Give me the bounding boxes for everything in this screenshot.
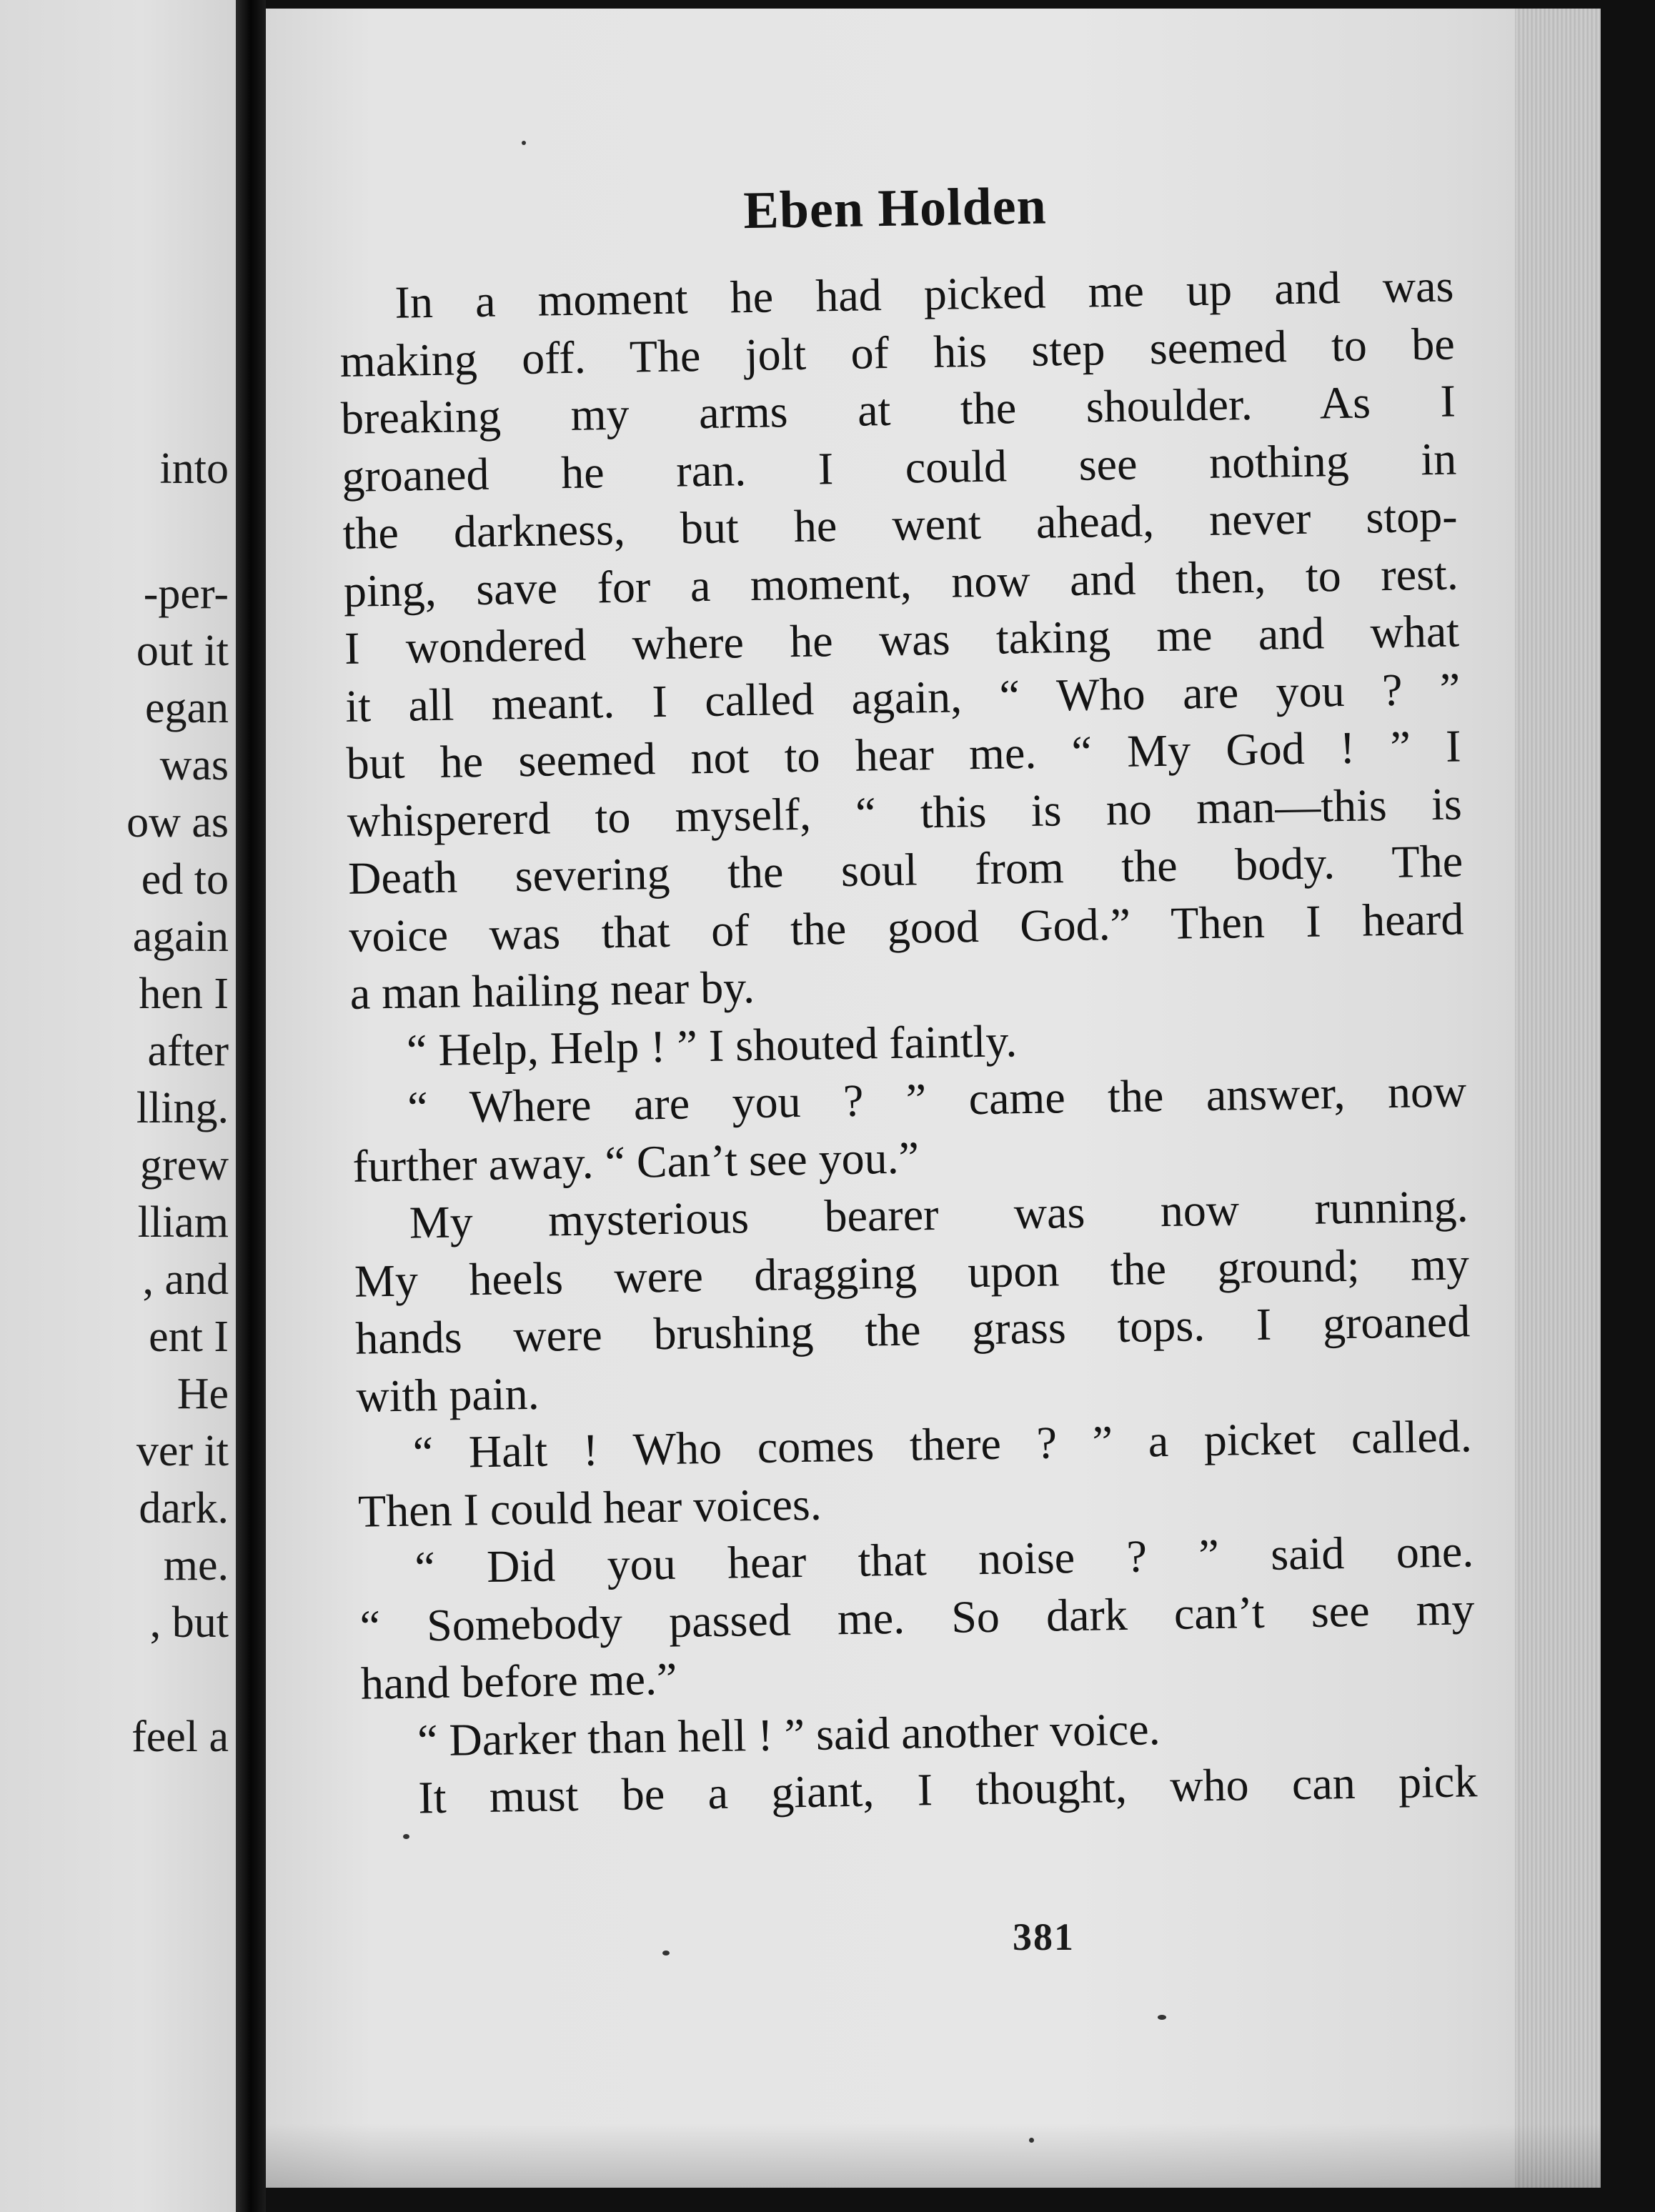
text-line: “ Halt ! Who comes there ? ” a picket called.	[412, 1410, 1473, 1478]
book-page	[266, 9, 1601, 2188]
left-page-text: , but	[149, 1598, 229, 1647]
text-line: voice was that of the good God.” Then I heard	[348, 892, 1464, 962]
previous-page-fragment	[0, 0, 236, 2212]
text-line: groaned he ran. I could see nothing in	[341, 432, 1457, 502]
left-page-text: feel a	[131, 1713, 229, 1761]
left-page-text: hen I	[139, 970, 229, 1018]
left-page-text: -per-	[143, 569, 229, 618]
left-page-text: after	[147, 1027, 229, 1075]
left-page-text: ed to	[141, 855, 229, 904]
text-line: a man hailing near by.	[349, 961, 755, 1019]
page-number: 381	[1013, 1915, 1075, 1958]
left-page-text: grew	[140, 1141, 229, 1190]
left-page-text: dark.	[139, 1484, 229, 1533]
text-line: the darkness, but he went ahead, never stop-	[342, 490, 1458, 559]
text-line: with pain.	[356, 1367, 540, 1422]
left-page-text: ver it	[136, 1427, 229, 1475]
text-line: further away. “ Can’t see you.”	[352, 1131, 920, 1192]
page-bottom-shadow	[266, 2123, 1601, 2188]
left-page-text: ow as	[126, 798, 229, 847]
text-line: hands were brushing the grass tops. I groaned	[354, 1295, 1471, 1364]
left-page-text: again	[132, 912, 229, 961]
text-line: breaking my arms at the shoulder. As I	[340, 375, 1456, 444]
text-line: but he seemed not to hear me. “ My God ! ” I	[346, 720, 1462, 789]
text-line: In a moment he had picked me up and was	[394, 260, 1454, 328]
page-edges	[1515, 9, 1601, 2188]
text-line: It must be a giant, I thought, who can pick	[417, 1755, 1478, 1823]
text-line: “ Darker than hell ! ” said another voice.	[417, 1703, 1161, 1766]
text-line: hand before me.”	[360, 1653, 677, 1709]
text-line: “ Where are you ? ” came the answer, now	[407, 1065, 1467, 1133]
text-line: it all meant. I called again, “ Who are you ? ”	[344, 662, 1461, 732]
dust-speck	[1029, 2138, 1034, 2143]
text-line: Death severing the soul from the body. The	[347, 835, 1463, 904]
text-line: whispererd to myself, “ this is no man—this is	[347, 777, 1463, 847]
text-line: My heels were dragging upon the ground; my	[354, 1237, 1470, 1307]
left-page-text: was	[159, 741, 229, 789]
left-page-text: out it	[136, 627, 229, 675]
body-text	[339, 257, 1478, 1828]
dust-speck	[403, 1834, 409, 1839]
text-line: My mysterious bearer was now running.	[409, 1180, 1469, 1248]
left-page-text: me.	[163, 1541, 229, 1590]
dust-speck	[522, 141, 526, 145]
left-page-text: He	[177, 1370, 229, 1418]
dust-speck	[1158, 2015, 1166, 2020]
running-head: Eben Holden	[742, 176, 1048, 241]
text-line: “ Did you hear that noise ? ” said one.	[414, 1525, 1474, 1593]
text-line: Then I could hear voices.	[357, 1478, 822, 1537]
text-line: I wondered where he was taking me and what	[344, 605, 1460, 674]
dust-speck	[662, 1951, 670, 1956]
text-line: making off. The jolt of his step seemed to be	[339, 317, 1456, 387]
left-page-text: , and	[142, 1255, 229, 1304]
book-gutter	[236, 0, 266, 2212]
left-page-text: ent I	[149, 1312, 229, 1361]
left-page-text: egan	[144, 684, 229, 732]
text-line: “ Help, Help ! ” I shouted faintly.	[406, 1015, 1018, 1076]
left-page-text: into	[159, 444, 229, 493]
text-line: ping, save for a moment, now and then, to rest.	[343, 547, 1459, 617]
left-page-text: lliam	[137, 1198, 229, 1247]
page-text-block	[337, 169, 1478, 1828]
left-page-text: lling.	[136, 1084, 229, 1132]
text-line: “ Somebody passed me. So dark can’t see my	[359, 1583, 1475, 1652]
